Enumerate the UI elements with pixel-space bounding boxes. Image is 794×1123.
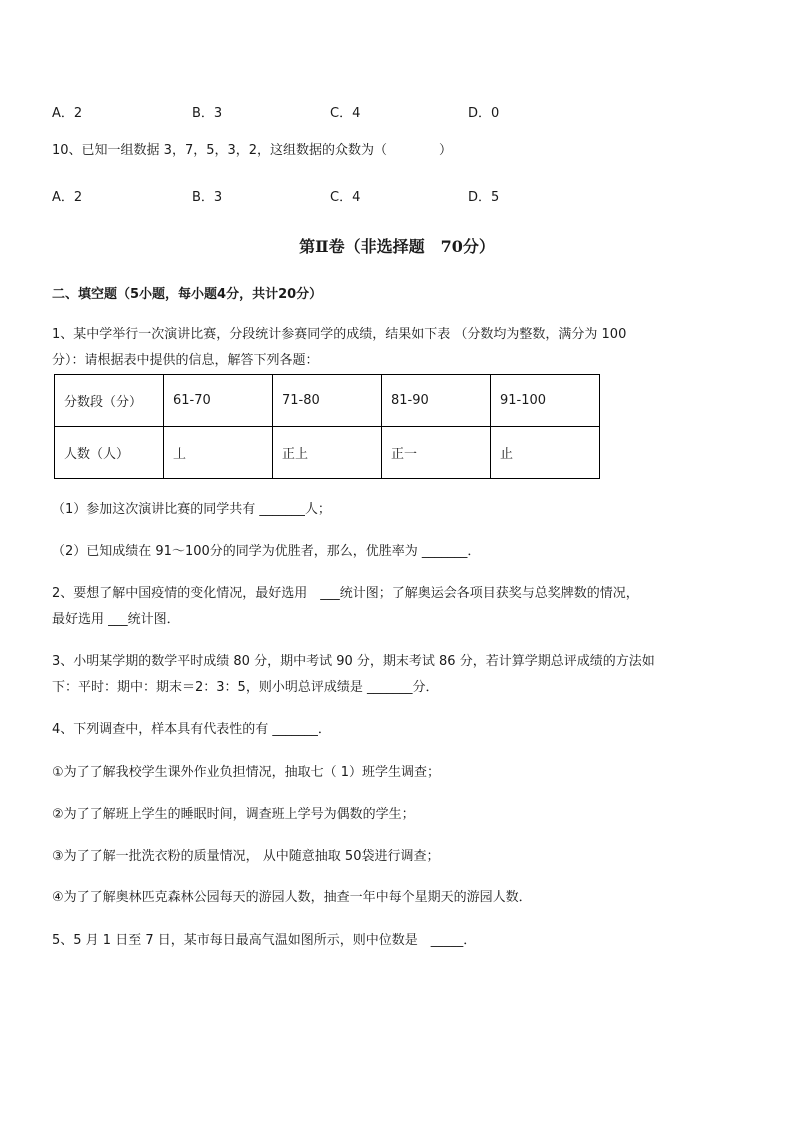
q10-options [52, 186, 552, 206]
table-cell: 正上 [273, 427, 382, 479]
q9-option-d: D．0 [468, 106, 500, 121]
table-cell: 71-80 [273, 375, 382, 427]
fill4-item-3: ③为了了解一批洗衣粉的质量情况， 从中随意抽取 50袋进行调查； [52, 849, 440, 864]
fill2-line2: 最好选用 ___统计图． [52, 612, 180, 627]
table-row [55, 427, 600, 479]
fill4-item-2: ②为了了解班上学生的睡眠时间，调查班上学号为偶数的学生； [52, 807, 415, 822]
table-cell: 丄 [164, 427, 273, 479]
fill1-line1: 1、某中学举行一次演讲比赛，分段统计参赛同学的成绩，结果如下表 （分数均为整数，满分为 100 [52, 327, 627, 342]
section-title: 二、填空题（5小题，每小题4分，共计20分） [52, 287, 323, 302]
q10-stem: 10、已知一组数据 3，7，5，3，2，这组数据的众数为（ ） [52, 143, 453, 158]
fill3-line1: 3、小明某学期的数学平时成绩 80 分，期中考试 90 分，期末考试 86 分，若计算学期总评成绩的方法如 [52, 654, 655, 669]
fill5-stem: 5、5 月 1 日至 7 日，某市每日最高气温如图所示，则中位数是 _____． [52, 933, 477, 948]
table-row [55, 375, 600, 427]
fill1-sub2: （2）已知成绩在 91～100分的同学为优胜者，那么，优胜率为 _______． [52, 544, 481, 559]
fill1-sub1: （1）参加这次演讲比赛的同学共有 _______人； [52, 502, 331, 517]
table-cell: 正一 [382, 427, 491, 479]
q10-option-d: D．5 [468, 190, 500, 205]
fill4-stem: 4、下列调查中，样本具有代表性的有 _______． [52, 722, 331, 737]
fill4-item-4: ④为了了解奥林匹克森林公园每天的游园人数，抽查一年中每个星期天的游园人数． [52, 890, 532, 905]
part2-title: 第Ⅱ卷（非选择题 70分） [299, 237, 495, 256]
q10-option-a: A．2 [52, 190, 83, 205]
fill4-item-1: ①为了了解我校学生课外作业负担情况，抽取七（ 1）班学生调查； [52, 765, 441, 780]
q9-option-a: A．2 [52, 106, 83, 121]
q10-option-b: B．3 [192, 190, 223, 205]
fill2-line1: 2、要想了解中国疫情的变化情况，最好选用 ___统计图；了解奥运会各项目获奖与总奖牌数的情况， [52, 586, 639, 601]
q9-option-b: B．3 [192, 106, 223, 121]
table-cell: 81-90 [382, 375, 491, 427]
fill3-line2: 下：平时：期中：期末＝2：3：5，则小明总评成绩是 _______分． [52, 680, 439, 695]
fill1-line2: 分）：请根据表中提供的信息，解答下列各题： [52, 353, 319, 368]
table-cell: 91-100 [491, 375, 600, 427]
table-cell: 61-70 [164, 375, 273, 427]
q10-option-c: C．4 [330, 190, 361, 205]
table-header-cell: 人数（人） [55, 427, 164, 479]
q9-options [52, 102, 552, 122]
score-table [54, 374, 600, 479]
q9-option-c: C．4 [330, 106, 361, 121]
table-header-cell: 分数段（分） [55, 375, 164, 427]
table-cell: 止 [491, 427, 600, 479]
